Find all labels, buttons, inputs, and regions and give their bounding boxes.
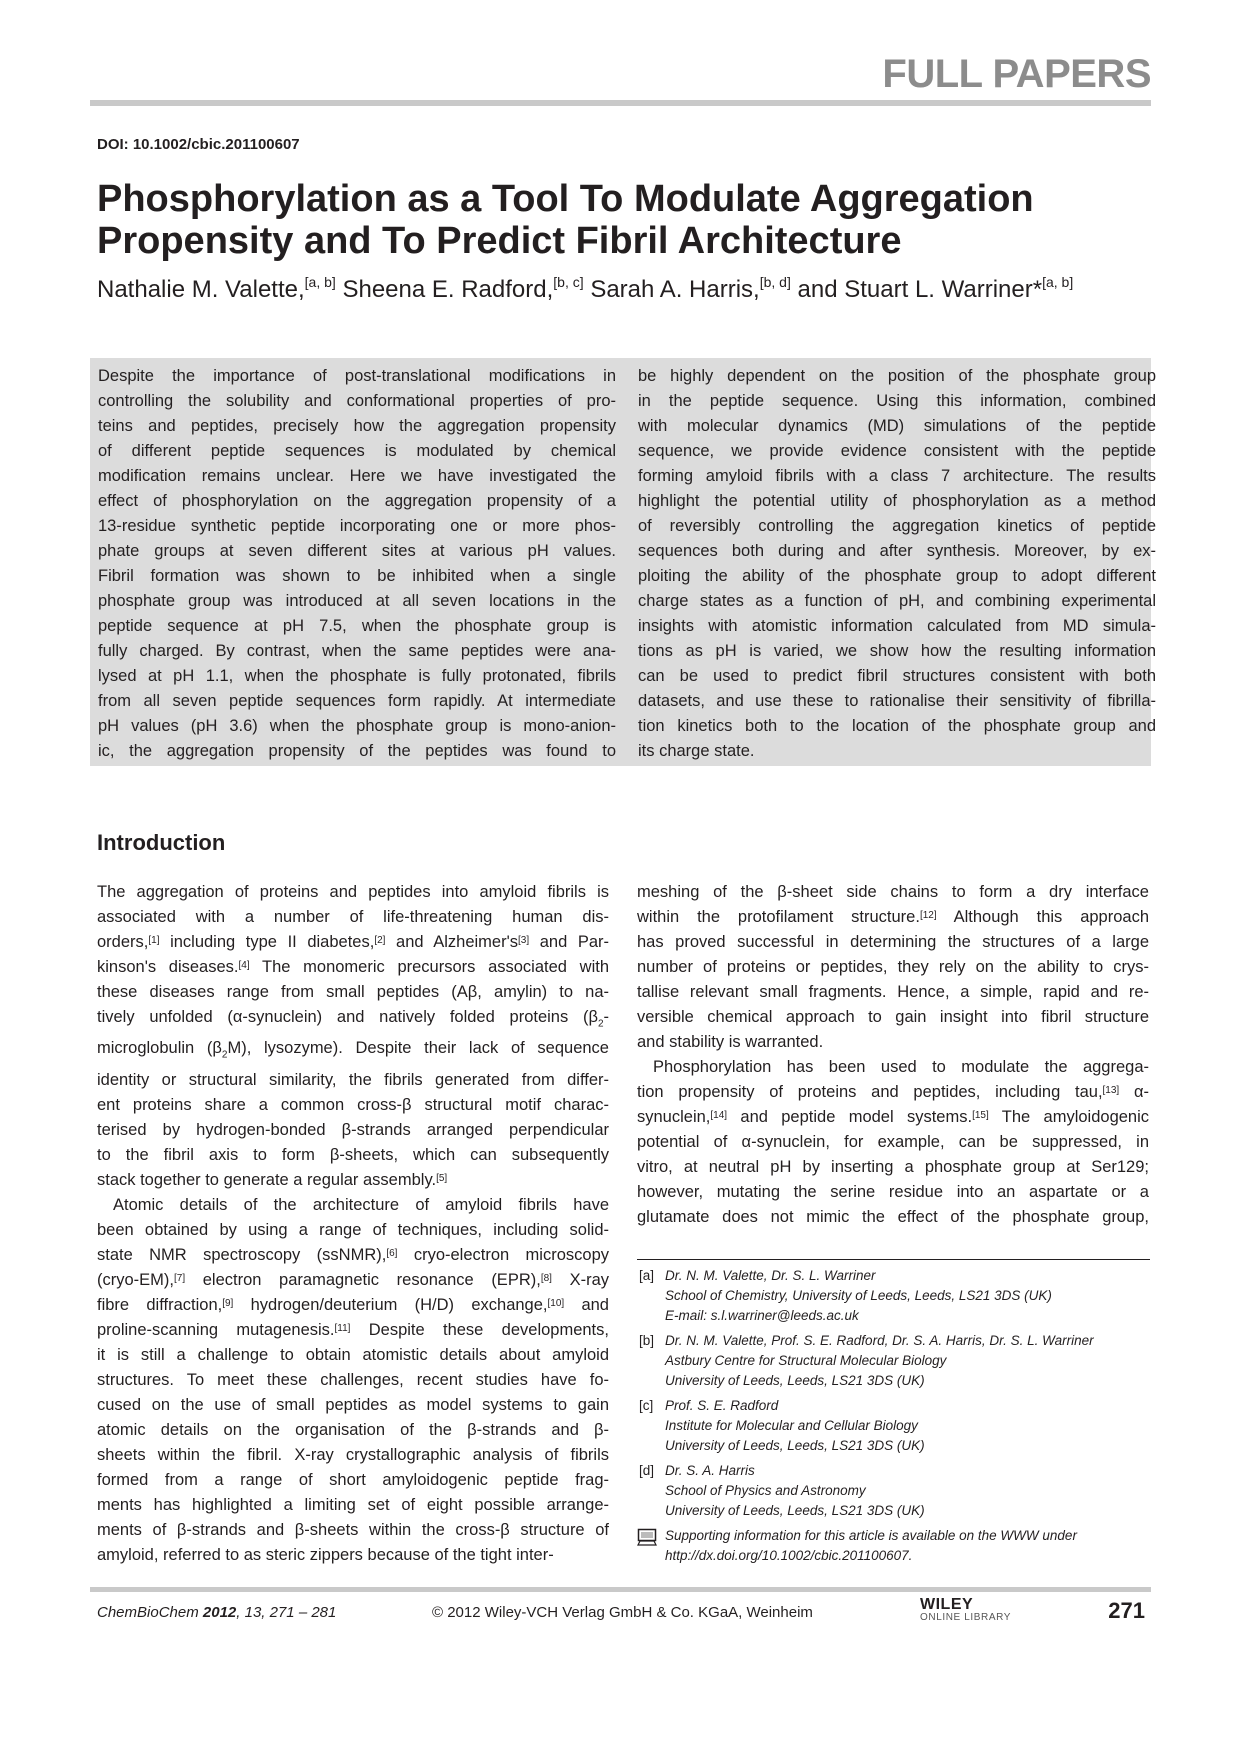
body-line: has proved successful in determining the structures of a large [637, 933, 1149, 951]
body-line: Atomic details of the architecture of amyloid fibrils have [113, 1195, 609, 1214]
body-line: synuclein,[14] and peptide model systems.[15] The amyloidogenic [637, 1108, 1150, 1126]
abstract-line: ic, the aggregation propensity of the peptides was found to [98, 742, 616, 760]
abstract-line: tion kinetics both to the location of the phosphate group and [638, 717, 1156, 735]
body-line: it is still a challenge to obtain atomistic details about amyloid [97, 1345, 609, 1364]
footnote-line: School of Chemistry, University of Leeds, Leeds, LS21 3DS (UK) [665, 1288, 1052, 1303]
article-title [97, 178, 1137, 262]
abstract-line: tions as pH is varied, we show how the resulting information [638, 642, 1156, 660]
body-line: associated with a number of life-threatening human dis- [97, 908, 609, 926]
section-label: FULL PAPERS [882, 52, 1151, 96]
body-line: ments of β-strands and β-sheets within the cross-β structure of [97, 1520, 609, 1539]
body-line: tion propensity of proteins and peptides, including tau,[13] α- [637, 1083, 1149, 1101]
body-line: to the fibril axis to form β-sheets, which can subsequently [97, 1145, 609, 1164]
supporting-info-link[interactable]: http://dx.doi.org/10.1002/cbic.201100607. [665, 1548, 913, 1563]
abstract-line: phosphate group was introduced at all seven locations in the [98, 592, 616, 610]
body-line: glutamate does not mimic the effect of the phosphate group, [637, 1208, 1149, 1226]
body-line: proline-scanning mutagenesis.[11] Despite these developments, [97, 1320, 609, 1339]
abstract-box [90, 358, 1156, 766]
abstract-line: sequences both during and after synthesis. Moreover, by ex- [638, 542, 1156, 560]
journal-volume-pages: , 13, 271 – 281 [236, 1604, 337, 1621]
body-line: identity or structural similarity, the fibrils generated from differ- [97, 1070, 609, 1089]
page-number: 271 [1108, 1598, 1145, 1623]
title-line: Propensity and To Predict Fibril Architecture [97, 220, 902, 262]
body-column-right [637, 880, 1149, 1230]
abstract-line: insights with atomistic information calculated from MD simula- [638, 617, 1156, 635]
body-column-left [97, 880, 609, 1568]
footnote-rule [637, 1259, 1150, 1260]
footnote [637, 1461, 1157, 1521]
abstract-line: controlling the solubility and conformational properties of pro- [98, 392, 616, 410]
abstract-line: fully charged. By contrast, when the same peptides were ana- [98, 642, 616, 660]
body-line: versible chemical approach to gain insight into fibril structure [637, 1008, 1149, 1026]
body-line: stack together to generate a regular assembly.[5] [97, 1170, 448, 1189]
abstract-line: be highly dependent on the position of the phosphate group [638, 367, 1156, 385]
footnote-tag: [a] [639, 1268, 655, 1283]
author-affiliation: [a, b] [1042, 274, 1074, 290]
abstract-line: Despite the importance of post-translational modifications in [98, 367, 616, 385]
author-name: and Stuart L. Warriner* [797, 276, 1043, 303]
computer-icon [637, 1528, 657, 1546]
doi: DOI: 10.1002/cbic.201100607 [97, 136, 300, 153]
footnote-line: Astbury Centre for Structural Molecular Biology [665, 1353, 947, 1368]
body-line: these diseases range from small peptides (Aβ, amylin) to na- [97, 983, 609, 1001]
footnote-line: School of Physics and Astronomy [665, 1483, 866, 1498]
footnote-line: E-mail: s.l.warriner@leeds.ac.uk [665, 1308, 859, 1323]
footnote-line: Dr. N. M. Valette, Dr. S. L. Warriner [665, 1268, 876, 1283]
abstract-line: can be used to predict fibril structures consistent with both [638, 667, 1156, 685]
body-line: The aggregation of proteins and peptides into amyloid fibrils is [97, 883, 609, 901]
body-line: potential of α-synuclein, for example, can be suppressed, in [637, 1133, 1149, 1151]
abstract-line: sequence, we provide evidence consistent with the peptide [638, 442, 1156, 460]
body-line: sheets within the fibril. X-ray crystallographic analysis of fibrils [97, 1445, 609, 1464]
footnote [637, 1396, 1157, 1456]
publisher-logo [920, 1596, 1011, 1623]
footnote-tag: [d] [639, 1463, 655, 1478]
top-rule [90, 100, 1151, 106]
footnote-line: University of Leeds, Leeds, LS21 3DS (UK) [665, 1373, 925, 1388]
body-line: however, mutating the serine residue into an aspartate or a [637, 1183, 1149, 1201]
journal-name: ChemBioChem [97, 1604, 199, 1621]
body-line: meshing of the β-sheet side chains to form a dry interface [637, 883, 1149, 901]
footnote-line: Institute for Molecular and Cellular Biology [665, 1418, 918, 1433]
body-line: tallise relevant small fragments. Hence, a simple, rapid and re- [637, 983, 1149, 1001]
body-line: amyloid, referred to as steric zippers because of the tight inter- [97, 1545, 554, 1564]
abstract-line: datasets, and use these to rationalise their sensitivity of fibrilla- [638, 692, 1156, 710]
body-line: structures. To meet these challenges, recent studies have fo- [97, 1370, 609, 1389]
author-list [97, 276, 1073, 304]
copyright: © 2012 Wiley-VCH Verlag GmbH & Co. KGaA, Weinheim [432, 1604, 813, 1621]
abstract-line: in the peptide sequence. Using this information, combined [638, 392, 1156, 410]
footnote-line: Prof. S. E. Radford [665, 1398, 779, 1413]
abstract-line: ploiting the ability of the phosphate group to adopt different [638, 567, 1156, 585]
publisher-logo-text: WILEY [920, 1596, 974, 1613]
footnote-line: University of Leeds, Leeds, LS21 3DS (UK) [665, 1438, 925, 1453]
abstract-line: modification remains unclear. Here we have investigated the [98, 467, 616, 485]
body-line: orders,[1] including type II diabetes,[2] and Alzheimer's[3] and Par- [97, 933, 610, 951]
abstract-line: peptide sequence at pH 7.5, when the phosphate group is [98, 617, 616, 635]
body-line: ent proteins share a common cross-β structural motif charac- [97, 1095, 609, 1114]
body-line: terised by hydrogen-bonded β-strands arranged perpendicular [97, 1120, 609, 1139]
footer-rule [90, 1587, 1151, 1592]
abstract-line: charge states as a function of pH, and combining experimental [638, 592, 1156, 610]
supporting-info-text: Supporting information for this article is available on the WWW under [665, 1528, 1077, 1543]
body-line: (cryo-EM),[7] electron paramagnetic resonance (EPR),[8] X-ray [97, 1270, 609, 1289]
journal-citation [97, 1604, 336, 1621]
abstract-line: 13-residue synthetic peptide incorporating one or more phos- [98, 517, 616, 535]
footnote [637, 1266, 1157, 1326]
body-line: kinson's diseases.[4] The monomeric precursors associated with [97, 958, 609, 976]
supporting-info-note [637, 1526, 1157, 1566]
body-line: been obtained by using a range of techniques, including solid- [97, 1220, 609, 1239]
affiliation-footnotes [637, 1266, 1157, 1566]
abstract-line: forming amyloid fibrils with a class 7 architecture. The results [638, 467, 1156, 485]
footnote [637, 1331, 1157, 1391]
body-line: atomic details on the organisation of the β-strands and β- [97, 1420, 609, 1439]
body-line: fibre diffraction,[9] hydrogen/deuterium (H/D) exchange,[10] and [97, 1295, 609, 1314]
abstract-line: effect of phosphorylation on the aggregation propensity of a [98, 492, 616, 510]
abstract-line: phate groups at seven different sites at various pH values. [98, 542, 616, 560]
abstract-left-column [98, 364, 616, 764]
author-affiliation: [b, c] [553, 274, 584, 290]
author-affiliation: [a, b] [304, 274, 336, 290]
body-line: Phosphorylation has been used to modulate the aggrega- [653, 1058, 1149, 1076]
body-line: formed from a range of short amyloidogenic peptide frag- [97, 1470, 609, 1489]
body-line: cused on the use of small peptides as model systems to gain [97, 1395, 609, 1414]
footnote-tag: [c] [639, 1398, 654, 1413]
body-line: number of proteins or peptides, they rely on the ability to crys- [637, 958, 1149, 976]
body-line: vitro, at neutral pH by inserting a phosphate group at Ser129; [637, 1158, 1149, 1176]
publisher-logo-subtext: ONLINE LIBRARY [920, 1612, 1012, 1623]
abstract-line: of reversibly controlling the aggregation kinetics of peptide [638, 517, 1156, 535]
body-line: tively unfolded (α-synuclein) and natively folded proteins ($\beta_2-$ [97, 1008, 609, 1030]
footnote-line: University of Leeds, Leeds, LS21 3DS (UK) [665, 1503, 925, 1518]
author-name: Sheena E. Radford, [342, 276, 554, 303]
author-affiliation: [b, d] [759, 274, 791, 290]
body-line: microglobulin $(\beta_2M)$, lysozyme). Despite their lack of sequence [97, 1039, 609, 1061]
abstract-line: with molecular dynamics (MD) simulations of the peptide [638, 417, 1156, 435]
body-line: and stability is warranted. [637, 1033, 824, 1051]
footnote-line: Dr. N. M. Valette, Prof. S. E. Radford, Dr. S. A. Harris, Dr. S. L. Warriner [665, 1333, 1094, 1348]
abstract-line: its charge state. [638, 742, 755, 760]
abstract-line: pH values (pH 3.6) when the phosphate group is mono-anion- [98, 717, 616, 735]
body-line: ments has highlighted a limiting set of eight possible arrange- [97, 1495, 609, 1514]
abstract-right-column [638, 364, 1156, 764]
abstract-line: highlight the potential utility of phosphorylation as a method [638, 492, 1156, 510]
introduction-heading: Introduction [97, 830, 226, 855]
footnote-tag: [b] [639, 1333, 655, 1348]
abstract-line: Fibril formation was shown to be inhibited when a single [98, 567, 616, 585]
journal-year: 2012 [202, 1604, 237, 1621]
author-name: Nathalie M. Valette, [97, 276, 305, 303]
author-name: Sarah A. Harris, [590, 276, 760, 303]
body-line: state NMR spectroscopy (ssNMR),[6] cryo-electron microscopy [97, 1245, 609, 1264]
abstract-line: lysed at pH 1.1, when the phosphate is fully protonated, fibrils [98, 667, 616, 685]
title-line: Phosphorylation as a Tool To Modulate Aggregation [97, 178, 1034, 220]
body-line: within the protofilament structure.[12] Although this approach [637, 908, 1149, 926]
footnote-line: Dr. S. A. Harris [665, 1463, 755, 1478]
abstract-line: from all seven peptide sequences form rapidly. At intermediate [98, 692, 616, 710]
abstract-line: teins and peptides, precisely how the aggregation propensity [98, 417, 616, 435]
abstract-line: of different peptide sequences is modulated by chemical [98, 442, 616, 460]
